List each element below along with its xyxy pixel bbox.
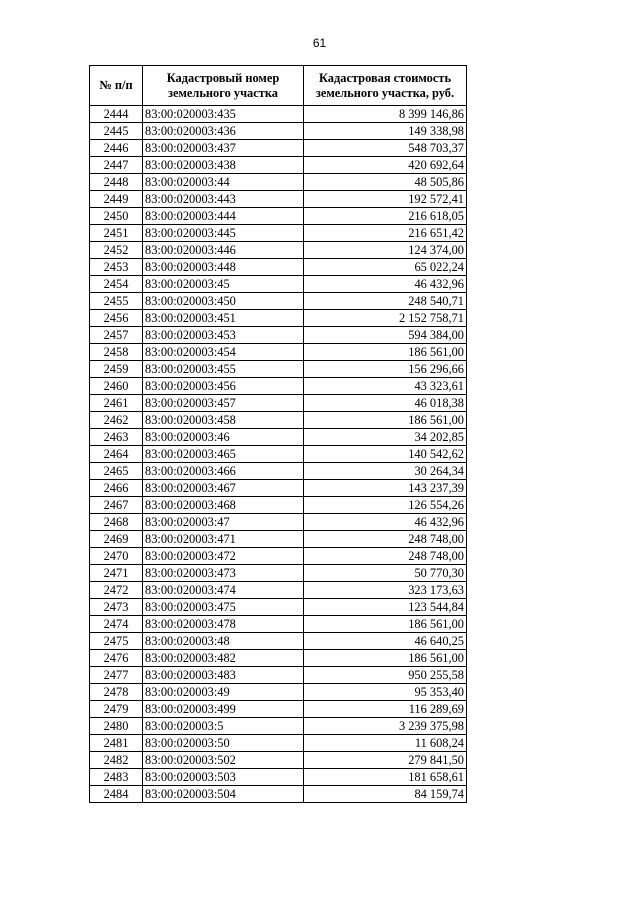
table-row bbox=[90, 531, 467, 548]
cadastral-number-cell: 83:00:020003:474 bbox=[143, 582, 304, 599]
table-header bbox=[90, 66, 467, 106]
table-row bbox=[90, 429, 467, 446]
row-number-cell: 2469 bbox=[90, 531, 143, 548]
cadastral-number-cell: 83:00:020003:455 bbox=[143, 361, 304, 378]
page-number: 61 bbox=[312, 36, 327, 50]
row-number-cell: 2446 bbox=[90, 140, 143, 157]
header-cadastral-number: Кадастровый номер земельного участка bbox=[143, 66, 304, 106]
table-row bbox=[90, 344, 467, 361]
row-number-cell: 2447 bbox=[90, 157, 143, 174]
cadastral-value-cell: 143 237,39 bbox=[304, 480, 467, 497]
cadastral-value-cell: 126 554,26 bbox=[304, 497, 467, 514]
table-row bbox=[90, 310, 467, 327]
row-number-cell: 2479 bbox=[90, 701, 143, 718]
cadastral-value-cell: 186 561,00 bbox=[304, 616, 467, 633]
row-number-cell: 2480 bbox=[90, 718, 143, 735]
row-number-cell: 2463 bbox=[90, 429, 143, 446]
cadastral-value-cell: 594 384,00 bbox=[304, 327, 467, 344]
row-number-cell: 2473 bbox=[90, 599, 143, 616]
cadastral-number-cell: 83:00:020003:438 bbox=[143, 157, 304, 174]
table-row bbox=[90, 480, 467, 497]
row-number-cell: 2477 bbox=[90, 667, 143, 684]
cadastral-value-cell: 216 651,42 bbox=[304, 225, 467, 242]
table-row bbox=[90, 786, 467, 803]
cadastral-value-cell: 46 432,96 bbox=[304, 514, 467, 531]
table-row bbox=[90, 599, 467, 616]
header-cadastral-value: Кадастровая стоимость земельного участка, руб. bbox=[304, 66, 467, 106]
table-row bbox=[90, 361, 467, 378]
header-row-number: № п/п bbox=[90, 66, 143, 106]
cadastral-value-cell: 34 202,85 bbox=[304, 429, 467, 446]
cadastral-value-cell: 216 618,05 bbox=[304, 208, 467, 225]
table-row bbox=[90, 293, 467, 310]
cadastral-number-cell: 83:00:020003:448 bbox=[143, 259, 304, 276]
cadastral-value-cell: 192 572,41 bbox=[304, 191, 467, 208]
cadastral-value-table bbox=[89, 65, 467, 803]
table-row bbox=[90, 616, 467, 633]
cadastral-number-cell: 83:00:020003:467 bbox=[143, 480, 304, 497]
row-number-cell: 2465 bbox=[90, 463, 143, 480]
table-row bbox=[90, 242, 467, 259]
table-row bbox=[90, 395, 467, 412]
cadastral-value-cell: 248 540,71 bbox=[304, 293, 467, 310]
table-body bbox=[90, 106, 467, 803]
row-number-cell: 2468 bbox=[90, 514, 143, 531]
cadastral-number-cell: 83:00:020003:466 bbox=[143, 463, 304, 480]
row-number-cell: 2462 bbox=[90, 412, 143, 429]
cadastral-value-cell: 124 374,00 bbox=[304, 242, 467, 259]
table-row bbox=[90, 650, 467, 667]
table-row bbox=[90, 157, 467, 174]
cadastral-number-cell: 83:00:020003:503 bbox=[143, 769, 304, 786]
cadastral-number-cell: 83:00:020003:451 bbox=[143, 310, 304, 327]
cadastral-value-cell: 3 239 375,98 bbox=[304, 718, 467, 735]
row-number-cell: 2481 bbox=[90, 735, 143, 752]
cadastral-value-cell: 30 264,34 bbox=[304, 463, 467, 480]
cadastral-number-cell: 83:00:020003:468 bbox=[143, 497, 304, 514]
cadastral-number-cell: 83:00:020003:504 bbox=[143, 786, 304, 803]
cadastral-number-cell: 83:00:020003:478 bbox=[143, 616, 304, 633]
cadastral-value-cell: 323 173,63 bbox=[304, 582, 467, 599]
row-number-cell: 2471 bbox=[90, 565, 143, 582]
row-number-cell: 2455 bbox=[90, 293, 143, 310]
cadastral-value-cell: 186 561,00 bbox=[304, 412, 467, 429]
table-row bbox=[90, 276, 467, 293]
table-row bbox=[90, 412, 467, 429]
table-row bbox=[90, 701, 467, 718]
table-row bbox=[90, 548, 467, 565]
table-row bbox=[90, 123, 467, 140]
row-number-cell: 2466 bbox=[90, 480, 143, 497]
cadastral-number-cell: 83:00:020003:482 bbox=[143, 650, 304, 667]
row-number-cell: 2476 bbox=[90, 650, 143, 667]
cadastral-value-cell: 181 658,61 bbox=[304, 769, 467, 786]
cadastral-value-cell: 48 505,86 bbox=[304, 174, 467, 191]
table-row bbox=[90, 633, 467, 650]
cadastral-value-cell: 116 289,69 bbox=[304, 701, 467, 718]
row-number-cell: 2453 bbox=[90, 259, 143, 276]
cadastral-number-cell: 83:00:020003:5 bbox=[143, 718, 304, 735]
table-row bbox=[90, 497, 467, 514]
row-number-cell: 2445 bbox=[90, 123, 143, 140]
row-number-cell: 2456 bbox=[90, 310, 143, 327]
cadastral-number-cell: 83:00:020003:48 bbox=[143, 633, 304, 650]
cadastral-value-cell: 43 323,61 bbox=[304, 378, 467, 395]
cadastral-value-cell: 140 542,62 bbox=[304, 446, 467, 463]
cadastral-value-cell: 186 561,00 bbox=[304, 650, 467, 667]
table-row bbox=[90, 140, 467, 157]
cadastral-value-cell: 2 152 758,71 bbox=[304, 310, 467, 327]
cadastral-value-cell: 46 018,38 bbox=[304, 395, 467, 412]
row-number-cell: 2474 bbox=[90, 616, 143, 633]
row-number-cell: 2452 bbox=[90, 242, 143, 259]
cadastral-number-cell: 83:00:020003:502 bbox=[143, 752, 304, 769]
cadastral-value-cell: 950 255,58 bbox=[304, 667, 467, 684]
row-number-cell: 2461 bbox=[90, 395, 143, 412]
row-number-cell: 2444 bbox=[90, 106, 143, 123]
cadastral-number-cell: 83:00:020003:46 bbox=[143, 429, 304, 446]
cadastral-value-cell: 248 748,00 bbox=[304, 531, 467, 548]
table-row bbox=[90, 174, 467, 191]
table-row bbox=[90, 769, 467, 786]
header-row bbox=[90, 66, 467, 106]
row-number-cell: 2478 bbox=[90, 684, 143, 701]
cadastral-number-cell: 83:00:020003:471 bbox=[143, 531, 304, 548]
cadastral-value-cell: 46 640,25 bbox=[304, 633, 467, 650]
cadastral-number-cell: 83:00:020003:446 bbox=[143, 242, 304, 259]
table-row bbox=[90, 582, 467, 599]
table-row bbox=[90, 259, 467, 276]
cadastral-number-cell: 83:00:020003:483 bbox=[143, 667, 304, 684]
row-number-cell: 2467 bbox=[90, 497, 143, 514]
table-row bbox=[90, 514, 467, 531]
row-number-cell: 2459 bbox=[90, 361, 143, 378]
row-number-cell: 2449 bbox=[90, 191, 143, 208]
cadastral-number-cell: 83:00:020003:436 bbox=[143, 123, 304, 140]
row-number-cell: 2464 bbox=[90, 446, 143, 463]
table-row bbox=[90, 752, 467, 769]
table-row bbox=[90, 191, 467, 208]
cadastral-value-cell: 50 770,30 bbox=[304, 565, 467, 582]
cadastral-number-cell: 83:00:020003:45 bbox=[143, 276, 304, 293]
row-number-cell: 2450 bbox=[90, 208, 143, 225]
cadastral-number-cell: 83:00:020003:443 bbox=[143, 191, 304, 208]
table-row bbox=[90, 667, 467, 684]
row-number-cell: 2451 bbox=[90, 225, 143, 242]
cadastral-value-cell: 186 561,00 bbox=[304, 344, 467, 361]
table-row bbox=[90, 446, 467, 463]
cadastral-value-cell: 84 159,74 bbox=[304, 786, 467, 803]
cadastral-number-cell: 83:00:020003:458 bbox=[143, 412, 304, 429]
row-number-cell: 2454 bbox=[90, 276, 143, 293]
cadastral-number-cell: 83:00:020003:475 bbox=[143, 599, 304, 616]
row-number-cell: 2458 bbox=[90, 344, 143, 361]
cadastral-number-cell: 83:00:020003:445 bbox=[143, 225, 304, 242]
cadastral-value-cell: 248 748,00 bbox=[304, 548, 467, 565]
row-number-cell: 2483 bbox=[90, 769, 143, 786]
cadastral-value-cell: 11 608,24 bbox=[304, 735, 467, 752]
cadastral-number-cell: 83:00:020003:450 bbox=[143, 293, 304, 310]
row-number-cell: 2472 bbox=[90, 582, 143, 599]
row-number-cell: 2482 bbox=[90, 752, 143, 769]
cadastral-number-cell: 83:00:020003:454 bbox=[143, 344, 304, 361]
cadastral-value-cell: 279 841,50 bbox=[304, 752, 467, 769]
row-number-cell: 2448 bbox=[90, 174, 143, 191]
cadastral-number-cell: 83:00:020003:47 bbox=[143, 514, 304, 531]
row-number-cell: 2457 bbox=[90, 327, 143, 344]
cadastral-number-cell: 83:00:020003:473 bbox=[143, 565, 304, 582]
cadastral-number-cell: 83:00:020003:444 bbox=[143, 208, 304, 225]
cadastral-number-cell: 83:00:020003:456 bbox=[143, 378, 304, 395]
table-row bbox=[90, 718, 467, 735]
table-row bbox=[90, 463, 467, 480]
table-row bbox=[90, 327, 467, 344]
cadastral-number-cell: 83:00:020003:44 bbox=[143, 174, 304, 191]
cadastral-number-cell: 83:00:020003:499 bbox=[143, 701, 304, 718]
cadastral-number-cell: 83:00:020003:50 bbox=[143, 735, 304, 752]
row-number-cell: 2460 bbox=[90, 378, 143, 395]
table-row bbox=[90, 106, 467, 123]
cadastral-number-cell: 83:00:020003:465 bbox=[143, 446, 304, 463]
cadastral-value-cell: 420 692,64 bbox=[304, 157, 467, 174]
cadastral-value-cell: 8 399 146,86 bbox=[304, 106, 467, 123]
cadastral-number-cell: 83:00:020003:437 bbox=[143, 140, 304, 157]
row-number-cell: 2475 bbox=[90, 633, 143, 650]
cadastral-value-cell: 149 338,98 bbox=[304, 123, 467, 140]
cadastral-number-cell: 83:00:020003:472 bbox=[143, 548, 304, 565]
table-row bbox=[90, 565, 467, 582]
table-row bbox=[90, 225, 467, 242]
table-row bbox=[90, 378, 467, 395]
cadastral-value-cell: 156 296,66 bbox=[304, 361, 467, 378]
cadastral-value-cell: 548 703,37 bbox=[304, 140, 467, 157]
cadastral-number-cell: 83:00:020003:435 bbox=[143, 106, 304, 123]
cadastral-value-cell: 65 022,24 bbox=[304, 259, 467, 276]
table-row bbox=[90, 684, 467, 701]
cadastral-value-cell: 95 353,40 bbox=[304, 684, 467, 701]
row-number-cell: 2484 bbox=[90, 786, 143, 803]
table-row bbox=[90, 735, 467, 752]
cadastral-number-cell: 83:00:020003:457 bbox=[143, 395, 304, 412]
cadastral-number-cell: 83:00:020003:49 bbox=[143, 684, 304, 701]
cadastral-number-cell: 83:00:020003:453 bbox=[143, 327, 304, 344]
cadastral-value-cell: 46 432,96 bbox=[304, 276, 467, 293]
cadastral-value-cell: 123 544,84 bbox=[304, 599, 467, 616]
table-row bbox=[90, 208, 467, 225]
row-number-cell: 2470 bbox=[90, 548, 143, 565]
